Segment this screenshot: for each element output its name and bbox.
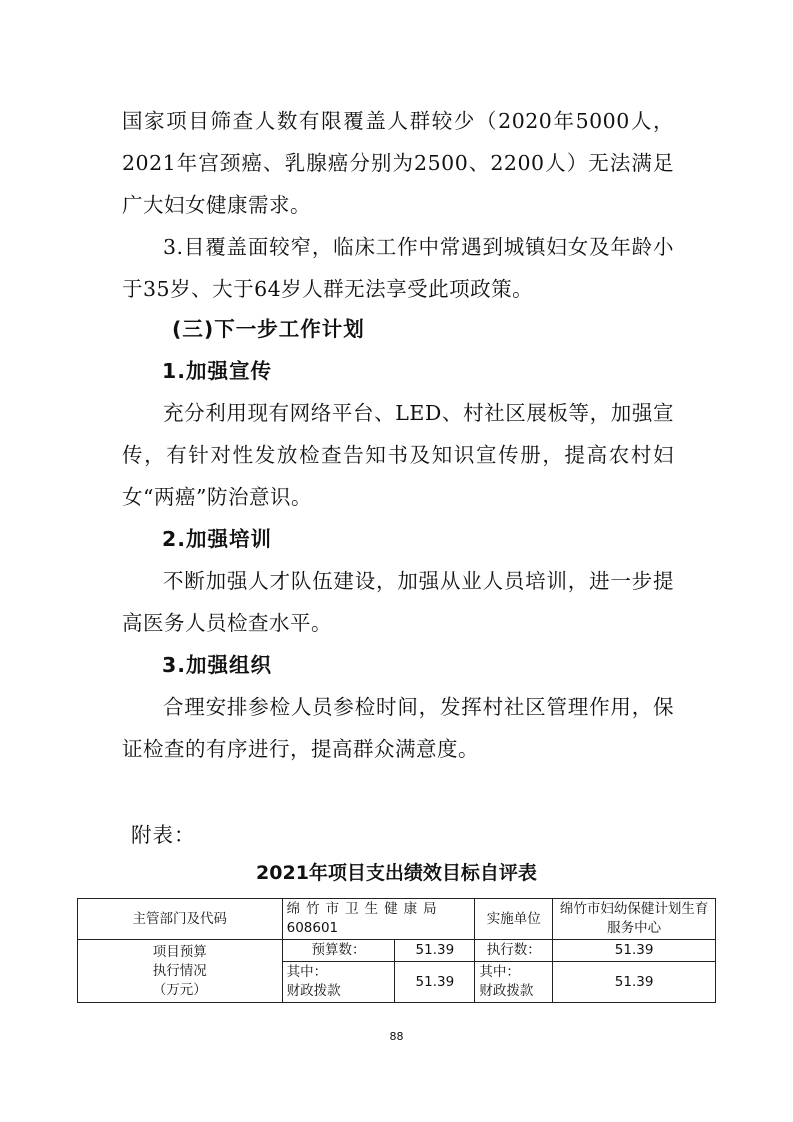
among-budget-label-cell xyxy=(282,962,395,1003)
among-budget-value-cell: 51.39 xyxy=(395,962,475,1003)
budget-label-line3: （万元） xyxy=(152,981,207,998)
budget-label-line2: 执行情况 xyxy=(152,962,207,979)
budget-num-label-cell: 预算数： xyxy=(282,940,395,962)
impl-label-cell: 实施单位 xyxy=(475,899,553,940)
dept-label-cell: 主管部门及代码 xyxy=(78,899,283,940)
subsection-title-publicity: 1.加强宣传 xyxy=(162,359,273,383)
budget-label-cell xyxy=(78,940,283,1003)
section-heading: (三)下一步工作计划 xyxy=(172,317,365,341)
exec-num-value-cell: 51.39 xyxy=(553,940,716,962)
table-row xyxy=(78,899,716,940)
fiscal-label: 财政拨款 xyxy=(286,983,341,999)
among-exec-value-cell: 51.39 xyxy=(553,962,716,1003)
subsection-text-organization: 合理安排参检人员参检时间，发挥村社区管理作用，保证检查的有序进行，提高群众满意度。 xyxy=(122,695,674,761)
subsection-title-training: 2.加强培训 xyxy=(162,527,273,551)
exec-num-label-cell: 执行数： xyxy=(475,940,553,962)
table-row xyxy=(78,940,716,962)
budget-num-value-cell: 51.39 xyxy=(395,940,475,962)
performance-table xyxy=(77,898,716,1003)
budget-label-line1: 项目预算 xyxy=(152,943,207,960)
impl-value-cell: 绵竹市妇幼保健计划生育服务中心 xyxy=(553,899,716,940)
paragraph-coverage: 国家项目筛查人数有限覆盖人群较少（2020年5000人，2021年宫颈癌、乳腺癌分别为2500、2200人）无法满足广大妇女健康需求。 xyxy=(122,109,674,217)
fiscal-label: 财政拨款 xyxy=(479,983,534,999)
page-number: 88 xyxy=(389,1030,404,1043)
table-title: 2021年项目支出绩效目标自评表 xyxy=(256,862,537,884)
dept-cell xyxy=(282,899,475,940)
attachment-label: 附表： xyxy=(131,823,196,847)
among-label: 其中： xyxy=(286,964,328,980)
subsection-text-training: 不断加强人才队伍建设，加强从业人员培训，进一步提高医务人员检查水平。 xyxy=(122,569,674,635)
paragraph-scope: 3.目覆盖面较窄，临床工作中常遇到城镇妇女及年龄小于35岁、大于64岁人群无法享受此项政策。 xyxy=(122,235,674,301)
subsection-text-publicity: 充分利用现有网络平台、LED、村社区展板等，加强宣传，有针对性发放检查告知书及知识宣传册，提高农村妇女“两癌”防治意识。 xyxy=(122,401,674,509)
dept-code: 608601 xyxy=(286,920,339,936)
subsection-title-organization: 3.加强组织 xyxy=(162,653,273,677)
dept-name: 绵竹市卫生健康局 xyxy=(286,901,443,917)
among-label: 其中： xyxy=(479,964,520,980)
among-exec-label-cell xyxy=(475,962,553,1003)
